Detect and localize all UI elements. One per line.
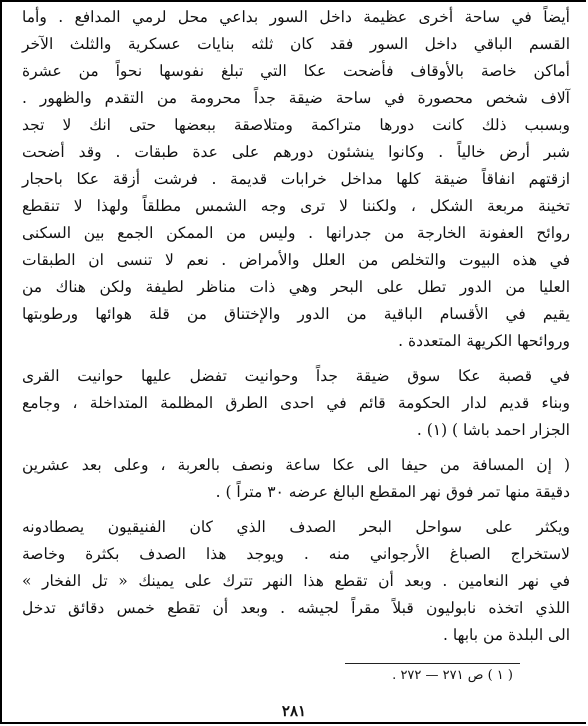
text-line: وبسبب ذلك كانت دورها متراكمة ومتلاصقة ببعضها حتى انك لا تجد	[22, 116, 570, 134]
text-line: تخينة مربعة الشكل ، ولكننا لا ترى وجه الشمس مطلقاً ولهذا لا تنقطع	[22, 197, 570, 215]
text-line: يقيم في الأقسام الباقية من الدور والإختناق من قلة هوائها ورطوبتها	[22, 305, 570, 323]
text-line: في هذه البيوت والتخلص من العلل والأمراض . نعم لا تنسى ان الطبقات	[22, 251, 570, 269]
text-line: وروائحها الكريهة المتعددة .	[398, 332, 570, 350]
text-line: أيضاً في ساحة أخرى عظيمة داخل السور بداعي محل لرمي المدافع . وأما	[22, 8, 570, 26]
footnote: ( ١ ) ص ٢٧١ — ٢٧٢ .	[392, 668, 513, 683]
page-body	[22, 4, 570, 649]
paragraph-4	[22, 514, 570, 649]
text-line: دقيقة منها تمر فوق نهر المقطع البالغ عرضه ٣٠ متراً ) .	[215, 483, 570, 501]
text-line: القسم الباقي داخل السور فقد كان ثلثه بنايات عسكرية والثلث الآخر	[22, 35, 570, 53]
text-line: الجزار احمد باشا ) (١) .	[416, 421, 570, 439]
page-number: ٢٨١	[281, 702, 307, 720]
text-line: لاستخراج الصباغ الأرجواني منه . ويوجد هذا الصدف بكثرة وخاصة	[22, 545, 570, 563]
text-line: أماكن خاصة بالأوقاف فأضحت عكا التي تبلغ نفوسها نحواً من عشرة	[22, 62, 570, 80]
text-line: روائح العفونة الخارجة من جدرانها . وليس من الممكن الجمع بين السكنى	[22, 224, 570, 242]
footnote-divider	[345, 663, 520, 664]
text-line: وبناء قديم لدار الحكومة قائم في احدى الطرق المظلمة المتداخلة ، وجامع	[22, 394, 570, 412]
text-line: ( إن المسافة من حيفا الى عكا ساعة ونصف بالعربة ، وعلى بعد عشرين	[22, 456, 570, 474]
text-line: العليا من الدور تطل على البحر وهي ذات مناظر لطيفة ولكن هناك من	[22, 278, 570, 296]
paragraph-3	[22, 452, 570, 506]
text-line: في نهر النعامين . وبعد أن تقطع هذا النهر تترك على يمينك « تل الفخار »	[22, 572, 570, 590]
text-line: في قصبة عكا سوق ضيقة جداً وحوانيت تفضل عليها حوانيت القرى	[22, 367, 570, 385]
text-line: شبر أرض خالياً . وكانوا ينشئون دورهم على عدة طبقات . وقد أضحت	[22, 143, 570, 161]
text-line: الى البلدة من بابها .	[443, 626, 570, 644]
paragraph-1	[22, 4, 570, 355]
text-line: اللذي اتخذه نابوليون قبلاً مقراً لجيشه . وبعد أن تقطع خمس دقائق تدخل	[22, 599, 570, 617]
text-line: ويكثر على سواحل البحر الصدف الذي كان الفنيقيون يصطادونه	[22, 518, 570, 536]
text-line: آلاف شخص محصورة في ساحة ضيقة جداً محرومة من التقدم والظهور .	[22, 89, 570, 107]
paragraph-2	[22, 363, 570, 444]
text-line: ازقتهم انفاقاً ضيقة كلها مداخل خرابات قديمة . فرشت أزقة عكا باحجار	[22, 170, 570, 188]
